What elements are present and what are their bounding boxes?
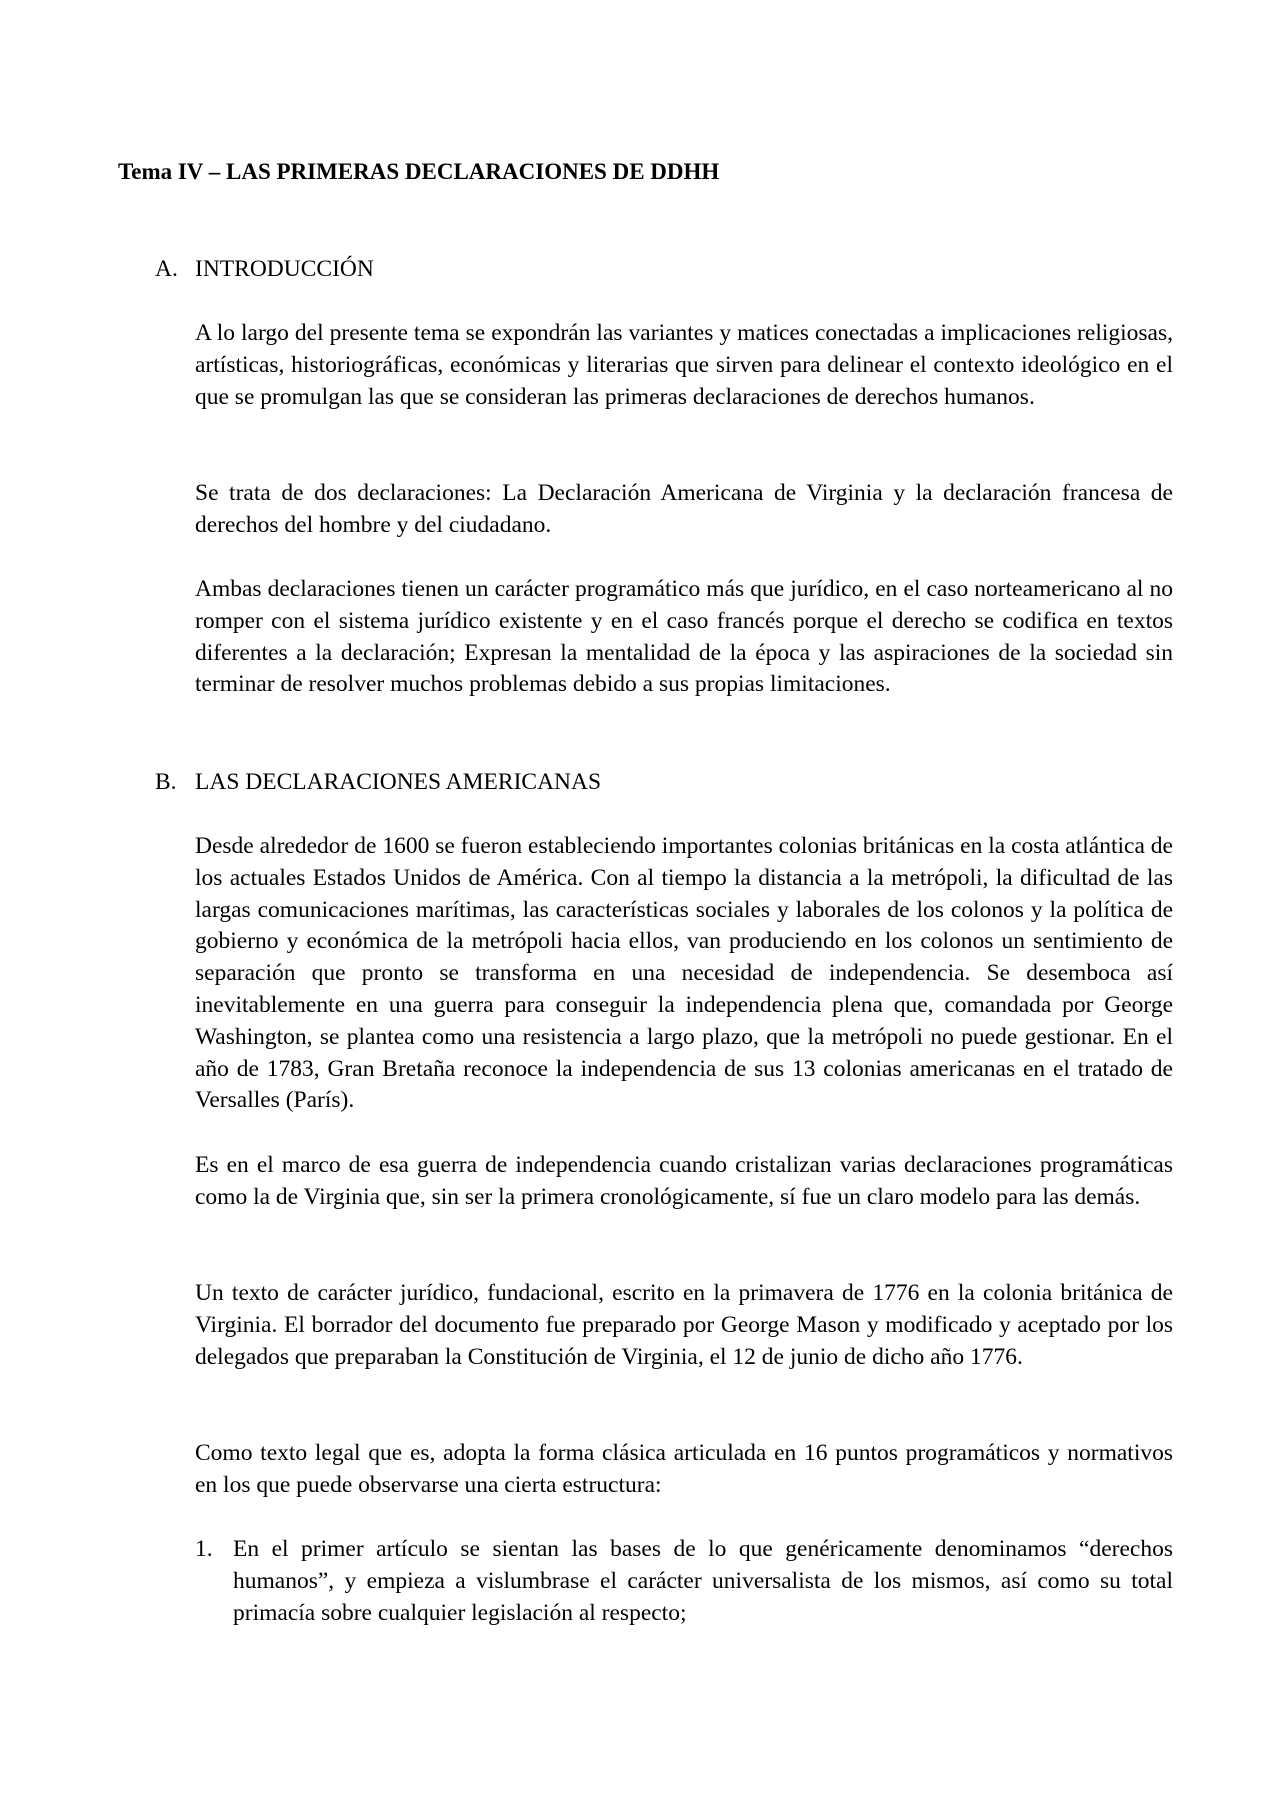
section-marker: A.: [155, 256, 178, 282]
paragraph: Se trata de dos declaraciones: La Declaración Americana de Virginia y la declaración francesa de derechos del hombre y del ciudadano.: [195, 480, 1173, 538]
section-title: LAS DECLARACIONES AMERICANAS: [195, 769, 602, 795]
section-heading-b: [155, 767, 601, 799]
list-item-number: 1.: [195, 1536, 213, 1562]
paragraph: Es en el marco de esa guerra de independencia cuando cristalizan varias declaraciones programáticas como la de Virginia que, sin ser la primera cronológicamente, sí fue un claro modelo para las demás.: [195, 1152, 1173, 1210]
paragraph: Desde alrededor de 1600 se fueron estableciendo importantes colonias británicas en la costa atlántica de los actuales Estados Unidos de América. Con al tiempo la distancia a la metrópoli, la dificultad de las largas comunicaciones marítimas, las características sociales y laborales de los colonos y la política de gobierno y económica de la metrópoli hacia ellos, van produciendo en los colonos un sentimiento de separación que pronto se transforma en una necesidad de independencia. Se desemboca así inevitablemente en una guerra para conseguir la independencia plena que, comandada por George Washington, se plantea como una resistencia a largo plazo, que la metrópoli no puede gestionar. En el año de 1783, Gran Bretaña reconoce la independencia de sus 13 colonias americanas en el tratado de Versalles (París).: [195, 833, 1173, 1114]
paragraph: A lo largo del presente tema se expondrán las variantes y matices conectadas a implicaciones religiosas, artísticas, historiográficas, económicas y literarias que sirven para delinear el contexto ideológico en el que se promulgan las que se consideran las primeras declaraciones de derechos humanos.: [195, 320, 1173, 410]
section-marker: B.: [155, 769, 177, 795]
paragraph: Ambas declaraciones tienen un carácter programático más que jurídico, en el caso norteamericano al no romper con el sistema jurídico existente y en el caso francés porque el derecho se codifica en textos diferentes a la declaración; Expresan la mentalidad de la época y las aspiraciones de la sociedad sin terminar de resolver muchos problemas debido a sus propias limitaciones.: [195, 576, 1173, 698]
list-item: [195, 1534, 1173, 1629]
paragraph: Un texto de carácter jurídico, fundacional, escrito en la primavera de 1776 en la colonia británica de Virginia. El borrador del documento fue preparado por George Mason y modificado y aceptado por los delegados que preparaban la Constitución de Virginia, el 12 de junio de dicho año 1776.: [195, 1280, 1173, 1370]
paragraph: Como texto legal que es, adopta la forma clásica articulada en 16 puntos programáticos y normativos en los que puede observarse una cierta estructura:: [195, 1440, 1173, 1498]
section-heading-a: [155, 254, 374, 286]
document-title: Tema IV – LAS PRIMERAS DECLARACIONES DE DDHH: [118, 159, 720, 184]
section-title: INTRODUCCIÓN: [195, 256, 374, 282]
list-item-text: En el primer artículo se sientan las bases de lo que genéricamente denominamos “derechos humanos”, y empieza a vislumbrase el carácter universalista de los mismos, así como su total primacía sobre cualquier legislación al respecto;: [233, 1536, 1173, 1626]
